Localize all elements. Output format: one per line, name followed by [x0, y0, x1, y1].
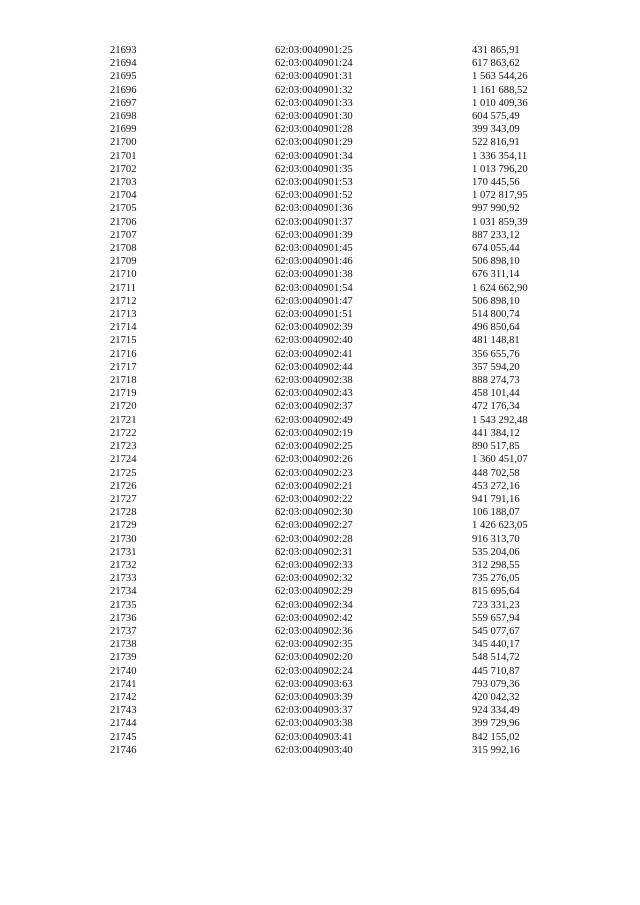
table-row	[110, 559, 582, 572]
cadastral-number-cell: 62:03:0040901:51	[275, 309, 353, 321]
table-row	[110, 519, 582, 532]
cadastral-value-cell: 431 865,91	[472, 45, 520, 56]
cadastral-value-cell: 1 624 662,90	[472, 282, 528, 294]
table-row	[110, 361, 582, 374]
cadastral-value-cell: 617 863,62	[472, 58, 520, 70]
cadastral-value-cell: 445 710,87	[472, 665, 520, 677]
row-number-cell: 21708	[110, 243, 137, 255]
cadastral-number-cell: 62:03:0040901:46	[275, 256, 353, 268]
row-number-cell: 21694	[110, 58, 137, 70]
table-row	[110, 704, 582, 717]
cadastral-number-cell: 62:03:0040902:33	[275, 559, 353, 571]
cadastral-number-cell: 62:03:0040901:45	[275, 243, 353, 255]
cadastral-number-cell: 62:03:0040902:38	[275, 375, 353, 387]
row-number-cell: 21721	[110, 414, 137, 426]
cadastral-number-cell: 62:03:0040901:54	[275, 282, 353, 294]
cadastral-number-cell: 62:03:0040902:34	[275, 599, 353, 611]
cadastral-number-cell: 62:03:0040902:32	[275, 573, 353, 585]
row-number-cell: 21728	[110, 507, 137, 519]
cadastral-number-cell: 62:03:0040901:24	[275, 58, 353, 70]
table-row	[110, 268, 582, 281]
cadastral-value-cell: 399 729,96	[472, 718, 520, 730]
cadastral-value-cell: 496 850,64	[472, 322, 520, 334]
table-row	[110, 84, 582, 97]
table-row	[110, 110, 582, 123]
table-row	[110, 242, 582, 255]
row-number-cell: 21713	[110, 309, 137, 321]
row-number-cell: 21719	[110, 388, 137, 400]
table-row	[110, 150, 582, 163]
cadastral-value-cell: 357 594,20	[472, 361, 520, 373]
table-row	[110, 229, 582, 242]
table-row	[110, 202, 582, 215]
table-row	[110, 731, 582, 744]
table-row	[110, 216, 582, 229]
cadastral-value-cell: 448 702,58	[472, 467, 520, 479]
cadastral-number-cell: 62:03:0040902:22	[275, 493, 353, 505]
row-number-cell: 21712	[110, 295, 137, 307]
row-number-cell: 21744	[110, 718, 137, 730]
cadastral-number-cell: 62:03:0040901:36	[275, 203, 353, 215]
row-number-cell: 21695	[110, 71, 137, 83]
cadastral-number-cell: 62:03:0040903:39	[275, 691, 353, 703]
table-row	[110, 467, 582, 480]
cadastral-value-cell: 1 360 451,07	[472, 454, 528, 466]
table-row	[110, 585, 582, 598]
cadastral-value-cell: 1 426 623,05	[472, 520, 528, 532]
table-row	[110, 440, 582, 453]
cadastral-value-cell: 674 055,44	[472, 243, 520, 255]
cadastral-value-cell: 1 013 796,20	[472, 163, 528, 175]
table-row	[110, 308, 582, 321]
cadastral-number-cell: 62:03:0040901:39	[275, 229, 353, 241]
cadastral-value-cell: 441 384,12	[472, 427, 520, 439]
cadastral-number-cell: 62:03:0040902:27	[275, 520, 353, 532]
cadastral-value-cell: 1 563 544,26	[472, 71, 528, 83]
cadastral-number-cell: 62:03:0040902:25	[275, 441, 353, 453]
cadastral-value-cell: 472 176,34	[472, 401, 520, 413]
cadastral-value-cell: 545 077,67	[472, 625, 520, 637]
row-number-cell: 21724	[110, 454, 137, 466]
table-row	[110, 665, 582, 678]
cadastral-number-cell: 62:03:0040901:53	[275, 177, 353, 189]
cadastral-value-cell: 514 800,74	[472, 309, 520, 321]
row-number-cell: 21720	[110, 401, 137, 413]
cadastral-value-cell: 815 695,64	[472, 586, 520, 598]
row-number-cell: 21737	[110, 625, 137, 637]
cadastral-number-cell: 62:03:0040902:43	[275, 388, 353, 400]
cadastral-number-cell: 62:03:0040901:37	[275, 216, 353, 228]
cadastral-number-cell: 62:03:0040902:26	[275, 454, 353, 466]
row-number-cell: 21699	[110, 124, 137, 136]
cadastral-number-cell: 62:03:0040902:29	[275, 586, 353, 598]
cadastral-value-cell: 1 543 292,48	[472, 414, 528, 426]
row-number-cell: 21745	[110, 731, 137, 743]
cadastral-value-cell: 997 990,92	[472, 203, 520, 215]
cadastral-value-cell: 356 655,76	[472, 348, 520, 360]
table-row	[110, 572, 582, 585]
cadastral-value-cell: 676 311,14	[472, 269, 520, 281]
table-row	[110, 493, 582, 506]
cadastral-value-cell: 106 188,07	[472, 507, 520, 519]
row-number-cell: 21743	[110, 705, 137, 717]
cadastral-number-cell: 62:03:0040901:25	[275, 45, 353, 56]
cadastral-number-cell: 62:03:0040901:32	[275, 84, 353, 96]
cadastral-number-cell: 62:03:0040902:31	[275, 546, 353, 558]
table-row	[110, 70, 582, 83]
cadastral-number-cell: 62:03:0040901:29	[275, 137, 353, 149]
table-row	[110, 414, 582, 427]
cadastral-number-cell: 62:03:0040903:37	[275, 705, 353, 717]
cadastral-value-cell: 916 313,70	[472, 533, 520, 545]
table-body	[110, 44, 582, 757]
table-row	[110, 506, 582, 519]
cadastral-number-cell: 62:03:0040903:63	[275, 678, 353, 690]
table-row	[110, 599, 582, 612]
row-number-cell: 21717	[110, 361, 137, 373]
table-row	[110, 348, 582, 361]
cadastral-value-cell: 458 101,44	[472, 388, 520, 400]
table-row	[110, 374, 582, 387]
row-number-cell: 21733	[110, 573, 137, 585]
cadastral-value-cell: 170 445,56	[472, 177, 520, 189]
cadastral-number-cell: 62:03:0040901:34	[275, 150, 353, 162]
table-row	[110, 533, 582, 546]
cadastral-value-cell: 735 276,05	[472, 573, 520, 585]
cadastral-number-cell: 62:03:0040902:30	[275, 507, 353, 519]
cadastral-number-cell: 62:03:0040901:38	[275, 269, 353, 281]
table-row	[110, 163, 582, 176]
table-row	[110, 321, 582, 334]
cadastral-number-cell: 62:03:0040902:41	[275, 348, 353, 360]
row-number-cell: 21736	[110, 612, 137, 624]
cadastral-value-cell: 522 816,91	[472, 137, 520, 149]
row-number-cell: 21742	[110, 691, 137, 703]
row-number-cell: 21723	[110, 441, 137, 453]
row-number-cell: 21746	[110, 744, 137, 756]
row-number-cell: 21705	[110, 203, 137, 215]
table-row	[110, 295, 582, 308]
row-number-cell: 21714	[110, 322, 137, 334]
row-number-cell: 21735	[110, 599, 137, 611]
cadastral-number-cell: 62:03:0040902:23	[275, 467, 353, 479]
row-number-cell: 21706	[110, 216, 137, 228]
table-row	[110, 44, 582, 57]
cadastral-value-cell: 941 791,16	[472, 493, 520, 505]
cadastral-number-cell: 62:03:0040901:47	[275, 295, 353, 307]
row-number-cell: 21725	[110, 467, 137, 479]
table-row	[110, 744, 582, 757]
table-row	[110, 638, 582, 651]
cadastral-number-cell: 62:03:0040901:35	[275, 163, 353, 175]
table-row	[110, 691, 582, 704]
cadastral-value-cell: 890 517,85	[472, 441, 520, 453]
table-row	[110, 717, 582, 730]
cadastral-number-cell: 62:03:0040902:37	[275, 401, 353, 413]
row-number-cell: 21710	[110, 269, 137, 281]
row-number-cell: 21715	[110, 335, 137, 347]
table-row	[110, 546, 582, 559]
row-number-cell: 21722	[110, 427, 137, 439]
cadastral-value-cell: 1 336 354,11	[472, 150, 528, 162]
cadastral-value-cell: 506 898,10	[472, 256, 520, 268]
cadastral-value-cell: 604 575,49	[472, 111, 520, 123]
cadastral-number-cell: 62:03:0040902:21	[275, 480, 353, 492]
table-row	[110, 427, 582, 440]
cadastral-number-cell: 62:03:0040901:28	[275, 124, 353, 136]
table-row	[110, 678, 582, 691]
row-number-cell: 21739	[110, 652, 137, 664]
cadastral-number-cell: 62:03:0040902:40	[275, 335, 353, 347]
row-number-cell: 21716	[110, 348, 137, 360]
cadastral-number-cell: 62:03:0040902:36	[275, 625, 353, 637]
cadastral-number-cell: 62:03:0040901:33	[275, 97, 353, 109]
row-number-cell: 21700	[110, 137, 137, 149]
row-number-cell: 21726	[110, 480, 137, 492]
cadastral-value-cell: 842 155,02	[472, 731, 520, 743]
row-number-cell: 21711	[110, 282, 137, 294]
table-row	[110, 255, 582, 268]
cadastral-value-cell: 1 031 859,39	[472, 216, 528, 228]
table-row	[110, 189, 582, 202]
cadastral-number-cell: 62:03:0040901:30	[275, 111, 353, 123]
cadastral-number-cell: 62:03:0040903:38	[275, 718, 353, 730]
row-number-cell: 21740	[110, 665, 137, 677]
row-number-cell: 21741	[110, 678, 137, 690]
cadastral-value-table	[110, 44, 582, 757]
table-row	[110, 57, 582, 70]
cadastral-number-cell: 62:03:0040902:19	[275, 427, 353, 439]
row-number-cell: 21730	[110, 533, 137, 545]
cadastral-value-cell: 481 148,81	[472, 335, 520, 347]
cadastral-number-cell: 62:03:0040902:44	[275, 361, 353, 373]
row-number-cell: 21693	[110, 45, 137, 56]
row-number-cell: 21702	[110, 163, 137, 175]
row-number-cell: 21703	[110, 177, 137, 189]
cadastral-value-cell: 548 514,72	[472, 652, 520, 664]
cadastral-number-cell: 62:03:0040903:41	[275, 731, 353, 743]
cadastral-number-cell: 62:03:0040902:28	[275, 533, 353, 545]
cadastral-number-cell: 62:03:0040902:20	[275, 652, 353, 664]
cadastral-number-cell: 62:03:0040902:39	[275, 322, 353, 334]
cadastral-value-cell: 723 331,23	[472, 599, 520, 611]
cadastral-number-cell: 62:03:0040902:35	[275, 639, 353, 651]
cadastral-value-cell: 1 072 817,95	[472, 190, 528, 202]
row-number-cell: 21701	[110, 150, 137, 162]
cadastral-number-cell: 62:03:0040901:31	[275, 71, 353, 83]
table-row	[110, 136, 582, 149]
row-number-cell: 21732	[110, 559, 137, 571]
row-number-cell: 21707	[110, 229, 137, 241]
cadastral-number-cell: 62:03:0040902:49	[275, 414, 353, 426]
cadastral-value-cell: 888 274,73	[472, 375, 520, 387]
table-row	[110, 651, 582, 664]
cadastral-value-cell: 1 010 409,36	[472, 97, 528, 109]
row-number-cell: 21727	[110, 493, 137, 505]
cadastral-value-cell: 793 079,36	[472, 678, 520, 690]
cadastral-number-cell: 62:03:0040901:52	[275, 190, 353, 202]
table-row	[110, 612, 582, 625]
row-number-cell: 21738	[110, 639, 137, 651]
row-number-cell: 21718	[110, 375, 137, 387]
table-row	[110, 282, 582, 295]
cadastral-value-cell: 506 898,10	[472, 295, 520, 307]
row-number-cell: 21729	[110, 520, 137, 532]
cadastral-value-cell: 559 657,94	[472, 612, 520, 624]
row-number-cell: 21704	[110, 190, 137, 202]
table-row	[110, 334, 582, 347]
cadastral-value-cell: 1 161 688,52	[472, 84, 528, 96]
row-number-cell: 21734	[110, 586, 137, 598]
cadastral-value-cell: 420 042,32	[472, 691, 520, 703]
cadastral-value-cell: 345 440,17	[472, 639, 520, 651]
cadastral-value-cell: 453 272,16	[472, 480, 520, 492]
table-row	[110, 176, 582, 189]
cadastral-number-cell: 62:03:0040902:42	[275, 612, 353, 624]
table-row	[110, 400, 582, 413]
row-number-cell: 21696	[110, 84, 137, 96]
cadastral-value-cell: 315 992,16	[472, 744, 520, 756]
row-number-cell: 21698	[110, 111, 137, 123]
cadastral-value-cell: 887 233,12	[472, 229, 520, 241]
cadastral-number-cell: 62:03:0040902:24	[275, 665, 353, 677]
cadastral-number-cell: 62:03:0040903:40	[275, 744, 353, 756]
cadastral-value-cell: 924 334,49	[472, 705, 520, 717]
table-row	[110, 453, 582, 466]
cadastral-value-cell: 399 343,09	[472, 124, 520, 136]
table-row	[110, 625, 582, 638]
row-number-cell: 21709	[110, 256, 137, 268]
cadastral-value-cell: 535 204,06	[472, 546, 520, 558]
row-number-cell: 21697	[110, 97, 137, 109]
table-row	[110, 123, 582, 136]
table-row	[110, 387, 582, 400]
table-row	[110, 97, 582, 110]
row-number-cell: 21731	[110, 546, 137, 558]
cadastral-value-cell: 312 298,55	[472, 559, 520, 571]
table-row	[110, 480, 582, 493]
